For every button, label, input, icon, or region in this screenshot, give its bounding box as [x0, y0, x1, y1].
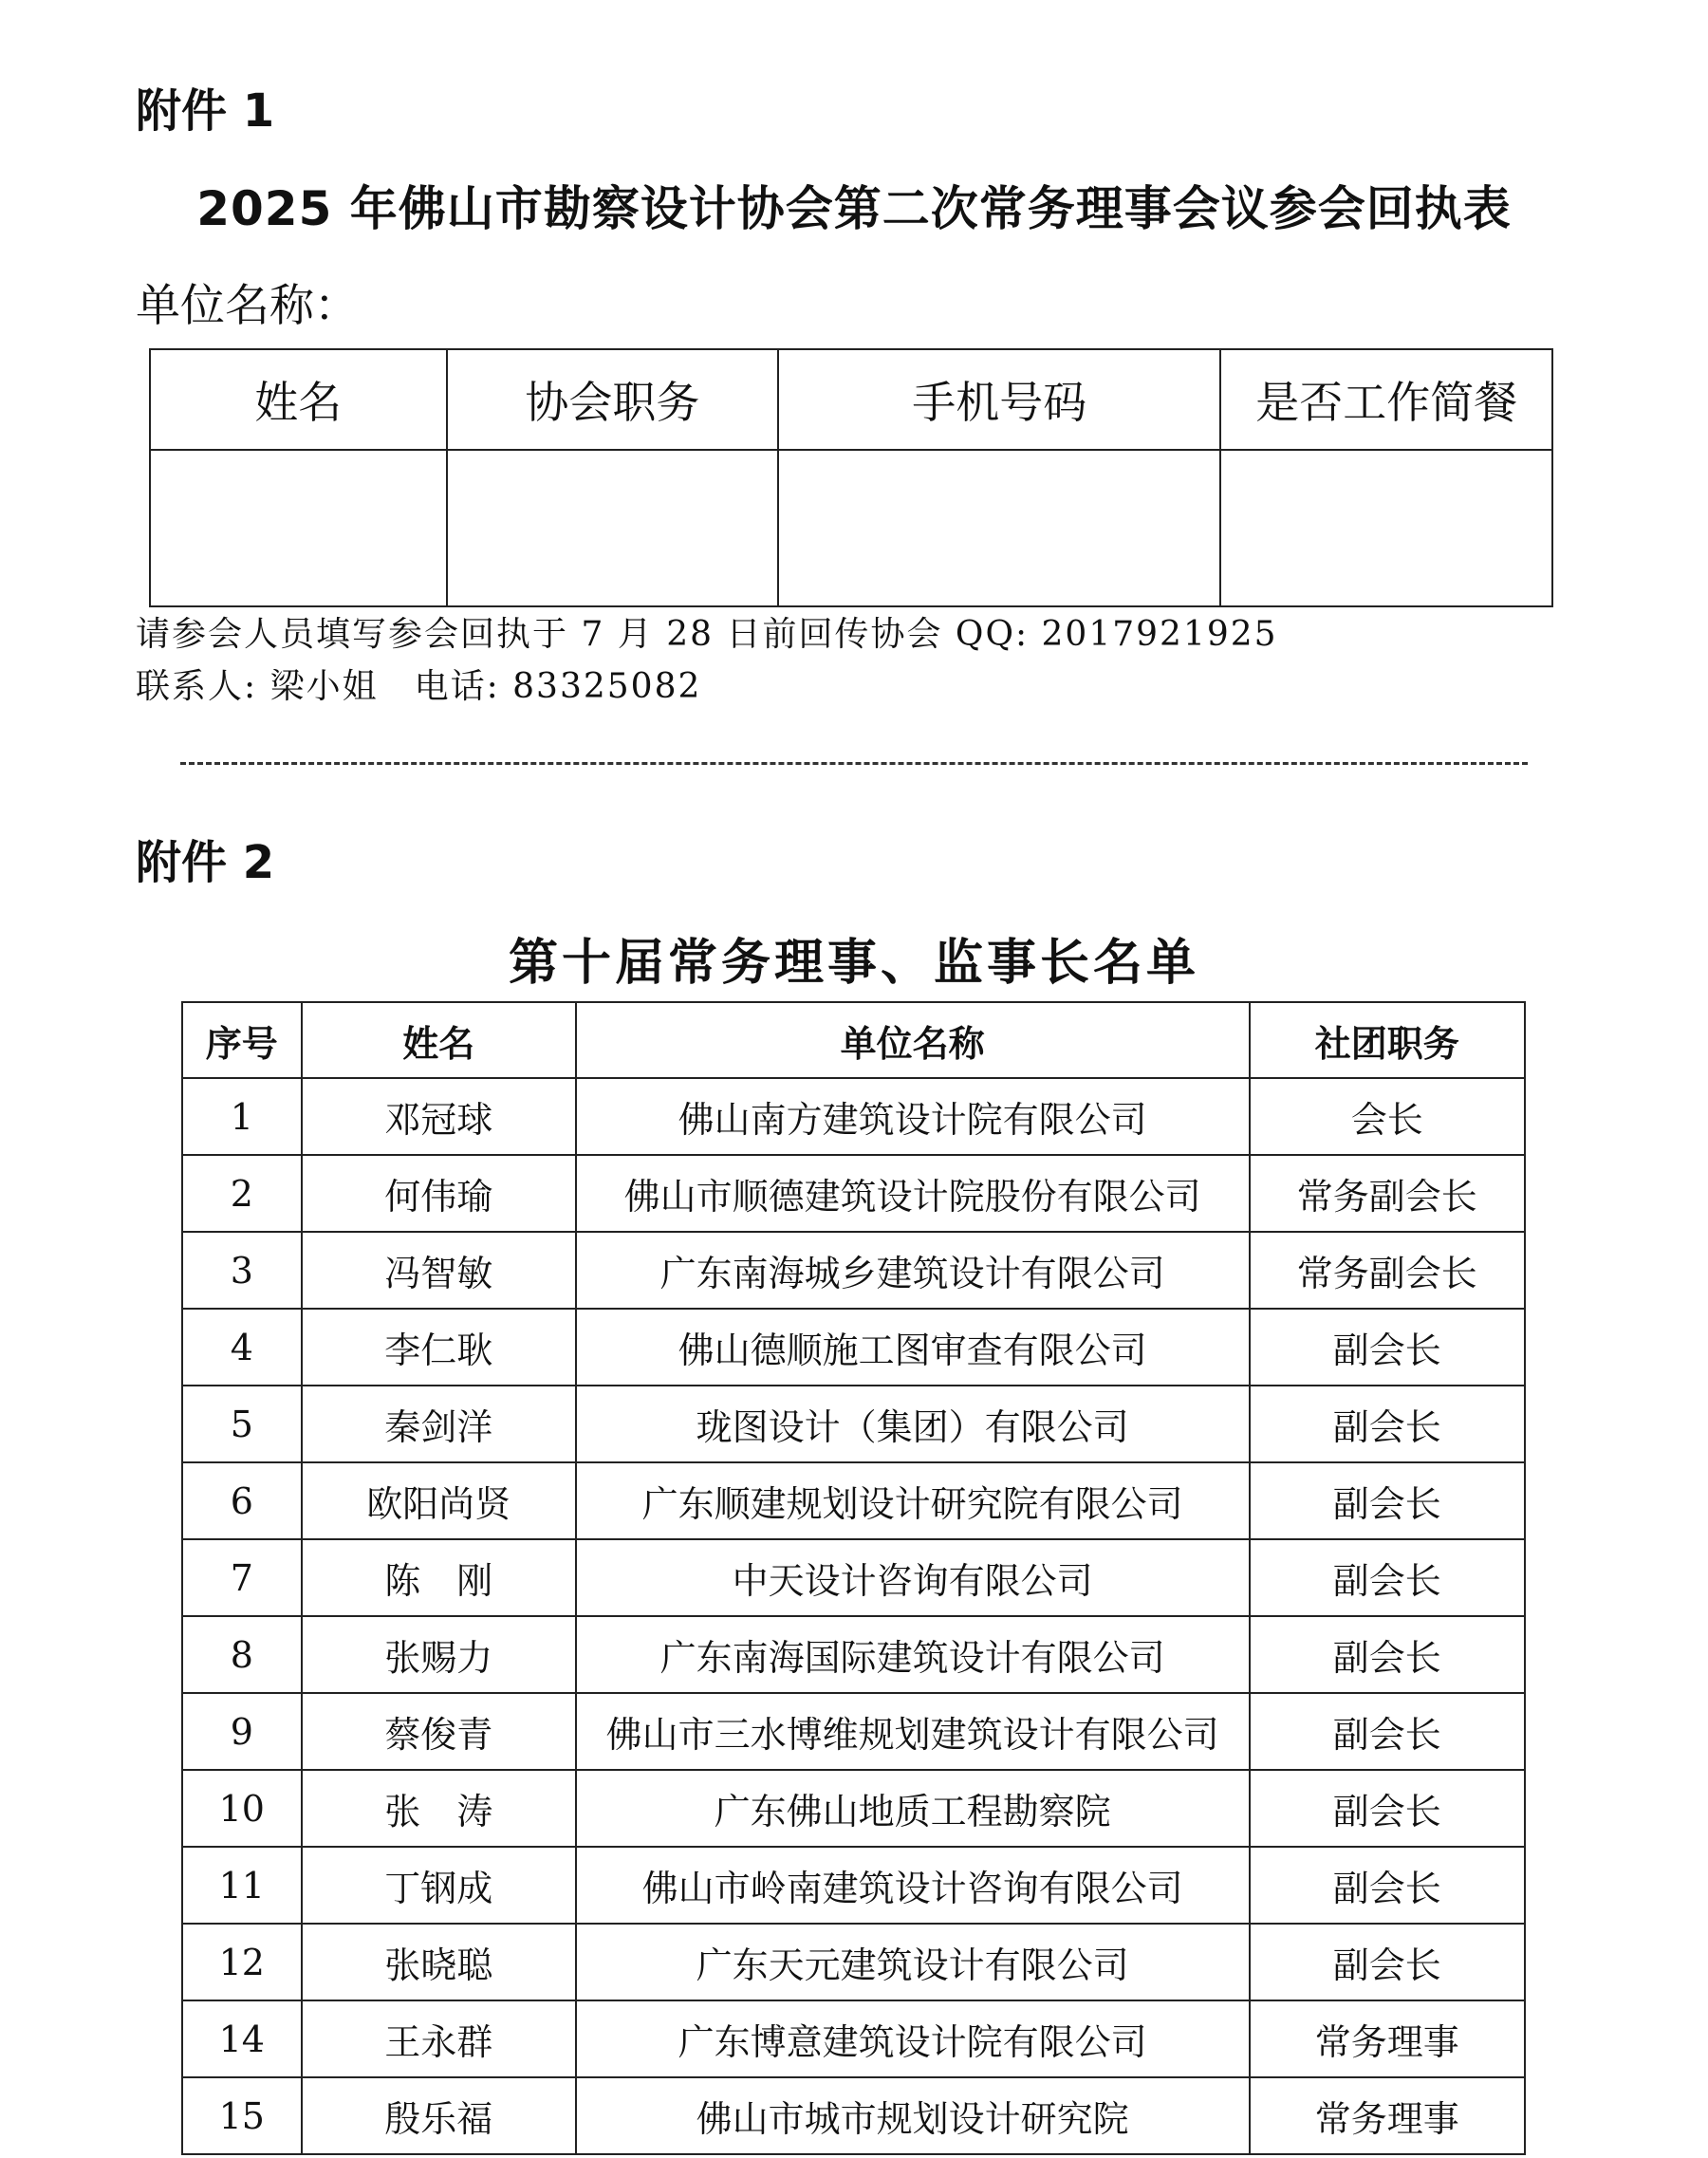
row-seq: 2 — [182, 1155, 302, 1232]
row-organization: 珑图设计（集团）有限公司 — [576, 1386, 1250, 1462]
row-organization: 广东南海国际建筑设计有限公司 — [576, 1616, 1250, 1693]
row-seq: 12 — [182, 1924, 302, 2000]
row-name: 陈 刚 — [302, 1539, 576, 1616]
row-seq: 8 — [182, 1616, 302, 1693]
row-organization: 广东博意建筑设计院有限公司 — [576, 2000, 1250, 2077]
row-role: 副会长 — [1250, 1616, 1525, 1693]
member-table — [181, 1001, 1526, 2155]
row-organization: 广东顺建规划设计研究院有限公司 — [576, 1462, 1250, 1539]
row-role: 会长 — [1250, 1078, 1525, 1155]
dashed-divider — [180, 762, 1528, 765]
row-seq: 3 — [182, 1232, 302, 1309]
row-seq: 14 — [182, 2000, 302, 2077]
empty-cell-name[interactable] — [150, 450, 447, 606]
row-name: 王永群 — [302, 2000, 576, 2077]
table-row — [182, 2077, 1525, 2154]
header-seq: 序号 — [182, 1002, 302, 1078]
header-member-name: 姓名 — [302, 1002, 576, 1078]
row-name: 欧阳尚贤 — [302, 1462, 576, 1539]
row-role: 常务副会长 — [1250, 1232, 1525, 1309]
table-row — [182, 1462, 1525, 1539]
row-role: 副会长 — [1250, 1462, 1525, 1539]
row-seq: 1 — [182, 1078, 302, 1155]
row-role: 常务理事 — [1250, 2000, 1525, 2077]
row-role: 常务理事 — [1250, 2077, 1525, 2154]
row-role: 副会长 — [1250, 1924, 1525, 2000]
row-role: 副会长 — [1250, 1539, 1525, 1616]
row-role: 副会长 — [1250, 1693, 1525, 1770]
table-row — [182, 1232, 1525, 1309]
row-role: 常务副会长 — [1250, 1155, 1525, 1232]
row-role: 副会长 — [1250, 1847, 1525, 1924]
member-list-title: 第十届常务理事、监事长名单 — [508, 934, 1199, 992]
row-role: 副会长 — [1250, 1770, 1525, 1847]
empty-cell-phone[interactable] — [778, 450, 1220, 606]
receipt-header-row — [150, 349, 1552, 450]
table-row — [182, 1386, 1525, 1462]
header-role: 社团职务 — [1250, 1002, 1525, 1078]
row-name: 蔡俊青 — [302, 1693, 576, 1770]
row-organization: 佛山市岭南建筑设计咨询有限公司 — [576, 1847, 1250, 1924]
row-seq: 6 — [182, 1462, 302, 1539]
receipt-table — [149, 348, 1553, 607]
row-organization: 佛山德顺施工图审查有限公司 — [576, 1309, 1250, 1386]
row-organization: 佛山南方建筑设计院有限公司 — [576, 1078, 1250, 1155]
table-row — [182, 1616, 1525, 1693]
row-name: 殷乐福 — [302, 2077, 576, 2154]
attachment-2-label: 附件 2 — [136, 836, 275, 889]
row-role: 副会长 — [1250, 1309, 1525, 1386]
table-row — [182, 1924, 1525, 2000]
row-organization: 中天设计咨询有限公司 — [576, 1539, 1250, 1616]
row-name: 张 涛 — [302, 1770, 576, 1847]
row-name: 张赐力 — [302, 1616, 576, 1693]
row-name: 邓冠球 — [302, 1078, 576, 1155]
table-row — [182, 1770, 1525, 1847]
header-association-position: 协会职务 — [447, 349, 779, 450]
row-seq: 7 — [182, 1539, 302, 1616]
row-name: 冯智敏 — [302, 1232, 576, 1309]
member-header-row — [182, 1002, 1525, 1078]
contact-note: 联系人: 梁小姐 电话: 83325082 — [136, 667, 702, 706]
empty-cell-lunch[interactable] — [1220, 450, 1552, 606]
row-name: 李仁耿 — [302, 1309, 576, 1386]
row-organization: 广东天元建筑设计有限公司 — [576, 1924, 1250, 2000]
row-seq: 9 — [182, 1693, 302, 1770]
row-seq: 11 — [182, 1847, 302, 1924]
table-row — [182, 1539, 1525, 1616]
row-seq: 4 — [182, 1309, 302, 1386]
receipt-empty-row — [150, 450, 1552, 606]
row-organization: 广东南海城乡建筑设计有限公司 — [576, 1232, 1250, 1309]
table-row — [182, 1309, 1525, 1386]
header-phone: 手机号码 — [778, 349, 1220, 450]
table-row — [182, 1078, 1525, 1155]
unit-name-label: 单位名称： — [136, 280, 359, 332]
row-organization: 佛山市顺德建筑设计院股份有限公司 — [576, 1155, 1250, 1232]
submission-note: 请参会人员填写参会回执于 7 月 28 日前回传协会 QQ: 2017921925 — [136, 615, 1278, 654]
table-row — [182, 1155, 1525, 1232]
row-name: 何伟瑜 — [302, 1155, 576, 1232]
row-organization: 广东佛山地质工程勘察院 — [576, 1770, 1250, 1847]
row-organization: 佛山市城市规划设计研究院 — [576, 2077, 1250, 2154]
row-name: 张晓聪 — [302, 1924, 576, 2000]
table-row — [182, 1693, 1525, 1770]
table-row — [182, 1847, 1525, 1924]
row-seq: 10 — [182, 1770, 302, 1847]
header-name: 姓名 — [150, 349, 447, 450]
row-name: 秦剑洋 — [302, 1386, 576, 1462]
attachment-1-label: 附件 1 — [136, 84, 275, 138]
header-lunch: 是否工作简餐 — [1220, 349, 1552, 450]
row-role: 副会长 — [1250, 1386, 1525, 1462]
receipt-form-title: 2025 年佛山市勘察设计协会第二次常务理事会议参会回执表 — [196, 181, 1512, 236]
table-row — [182, 2000, 1525, 2077]
row-seq: 5 — [182, 1386, 302, 1462]
header-organization: 单位名称 — [576, 1002, 1250, 1078]
row-seq: 15 — [182, 2077, 302, 2154]
empty-cell-position[interactable] — [447, 450, 779, 606]
row-name: 丁钢成 — [302, 1847, 576, 1924]
row-organization: 佛山市三水博维规划建筑设计有限公司 — [576, 1693, 1250, 1770]
